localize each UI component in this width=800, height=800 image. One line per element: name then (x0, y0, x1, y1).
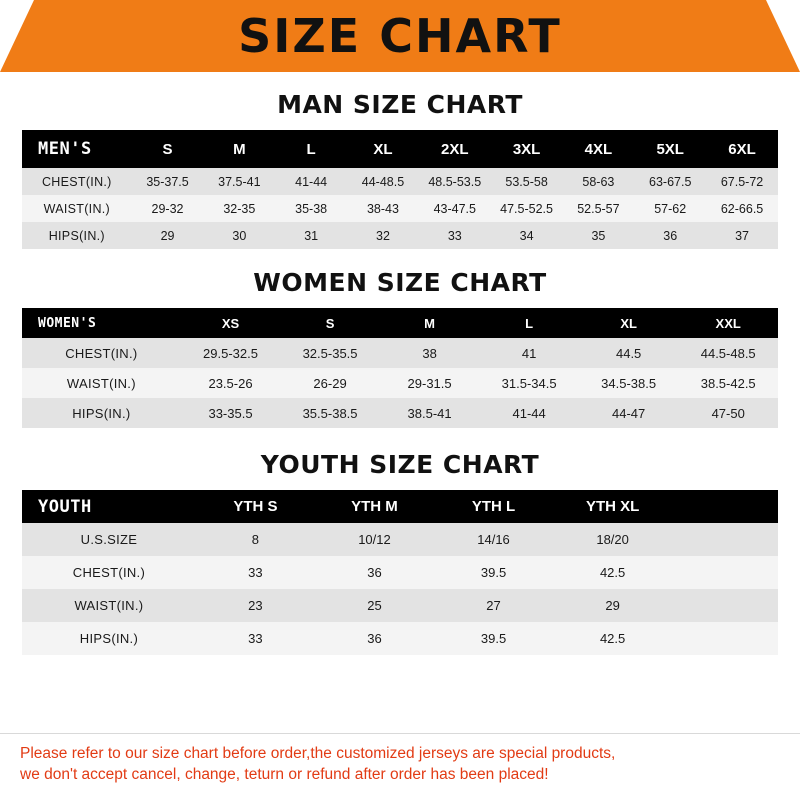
man-waist-m: 32-35 (203, 195, 275, 222)
footer-line-2: we don't accept cancel, change, teturn or refund after order has been placed! (20, 766, 549, 784)
man-hips-2xl: 33 (419, 222, 491, 249)
man-hips-xl: 32 (347, 222, 419, 249)
youth-chest-l: 39.5 (434, 556, 553, 589)
man-header-size-5xl: 5XL (634, 130, 706, 168)
youth-chest-s: 33 (196, 556, 315, 589)
man-hips-m: 30 (203, 222, 275, 249)
man-chest-l: 41-44 (275, 168, 347, 195)
man-header-size-l: L (275, 130, 347, 168)
women-header-size-s: S (280, 308, 380, 338)
table-row (22, 168, 778, 195)
table-row (22, 195, 778, 222)
man-hips-l: 31 (275, 222, 347, 249)
women-chest-xl: 44.5 (579, 338, 679, 368)
women-waist-s: 26-29 (280, 368, 380, 398)
man-waist-l: 35-38 (275, 195, 347, 222)
youth-header-size-l: YTH L (434, 490, 553, 523)
youth-chest-m: 36 (315, 556, 434, 589)
youth-row-label-chest: CHEST(IN.) (22, 556, 196, 589)
man-waist-5xl: 57-62 (634, 195, 706, 222)
youth-hips-m: 36 (315, 622, 434, 655)
women-hips-xs: 33-35.5 (181, 398, 281, 428)
table-header-row (22, 490, 778, 523)
youth-section-title: YOUTH SIZE CHART (260, 450, 540, 479)
youth-row-spacer (672, 589, 778, 622)
youth-ussize-s: 8 (196, 523, 315, 556)
man-chest-5xl: 63-67.5 (634, 168, 706, 195)
table-row (22, 222, 778, 249)
table-header-row (22, 130, 778, 168)
youth-row-label-ussize: U.S.SIZE (22, 523, 196, 556)
youth-chest-xl: 42.5 (553, 556, 672, 589)
man-size-table (22, 130, 778, 249)
women-table-body (22, 338, 778, 428)
women-hips-xxl: 47-50 (678, 398, 778, 428)
women-waist-xs: 23.5-26 (181, 368, 281, 398)
women-header-size-xl: XL (579, 308, 679, 338)
man-header-size-4xl: 4XL (562, 130, 634, 168)
youth-hips-s: 33 (196, 622, 315, 655)
man-chest-m: 37.5-41 (203, 168, 275, 195)
man-chest-xl: 44-48.5 (347, 168, 419, 195)
youth-waist-m: 25 (315, 589, 434, 622)
man-row-label-waist: WAIST(IN.) (22, 195, 132, 222)
youth-ussize-m: 10/12 (315, 523, 434, 556)
youth-header-size-xl: YTH XL (553, 490, 672, 523)
table-row (22, 398, 778, 428)
table-row (22, 368, 778, 398)
youth-waist-l: 27 (434, 589, 553, 622)
women-hips-l: 41-44 (479, 398, 579, 428)
women-chest-m: 38 (380, 338, 480, 368)
women-chest-l: 41 (479, 338, 579, 368)
man-header-size-s: S (132, 130, 204, 168)
youth-hips-l: 39.5 (434, 622, 553, 655)
youth-waist-s: 23 (196, 589, 315, 622)
man-waist-6xl: 62-66.5 (706, 195, 778, 222)
youth-header-spacer (672, 490, 778, 523)
man-hips-5xl: 36 (634, 222, 706, 249)
youth-row-spacer (672, 622, 778, 655)
youth-header-label: YOUTH (22, 490, 196, 523)
women-header-size-l: L (479, 308, 579, 338)
women-header-size-xxl: XXL (678, 308, 778, 338)
youth-header-size-s: YTH S (196, 490, 315, 523)
man-header-size-m: M (203, 130, 275, 168)
man-chest-2xl: 48.5-53.5 (419, 168, 491, 195)
man-waist-3xl: 47.5-52.5 (491, 195, 563, 222)
youth-size-table (22, 490, 778, 655)
women-waist-m: 29-31.5 (380, 368, 480, 398)
youth-table-header (22, 490, 778, 523)
table-row (22, 589, 778, 622)
women-hips-s: 35.5-38.5 (280, 398, 380, 428)
youth-table-body (22, 523, 778, 655)
man-hips-3xl: 34 (491, 222, 563, 249)
man-waist-s: 29-32 (132, 195, 204, 222)
table-row (22, 523, 778, 556)
man-hips-6xl: 37 (706, 222, 778, 249)
man-table-header (22, 130, 778, 168)
women-hips-m: 38.5-41 (380, 398, 480, 428)
youth-waist-xl: 29 (553, 589, 672, 622)
man-header-size-3xl: 3XL (491, 130, 563, 168)
women-waist-xl: 34.5-38.5 (579, 368, 679, 398)
women-waist-l: 31.5-34.5 (479, 368, 579, 398)
footer-note (0, 733, 800, 800)
women-header-label: WOMEN'S (22, 308, 181, 338)
women-row-label-waist: WAIST(IN.) (22, 368, 181, 398)
women-chest-xxl: 44.5-48.5 (678, 338, 778, 368)
youth-ussize-xl: 18/20 (553, 523, 672, 556)
table-row (22, 338, 778, 368)
man-chest-3xl: 53.5-58 (491, 168, 563, 195)
man-waist-4xl: 52.5-57 (562, 195, 634, 222)
youth-ussize-l: 14/16 (434, 523, 553, 556)
table-row (22, 622, 778, 655)
table-header-row (22, 308, 778, 338)
women-chest-s: 32.5-35.5 (280, 338, 380, 368)
women-table-header (22, 308, 778, 338)
man-hips-4xl: 35 (562, 222, 634, 249)
women-header-size-xs: XS (181, 308, 281, 338)
women-header-size-m: M (380, 308, 480, 338)
youth-header-size-m: YTH M (315, 490, 434, 523)
man-header-label: MEN'S (22, 130, 132, 168)
man-row-label-hips: HIPS(IN.) (22, 222, 132, 249)
header-banner (0, 0, 800, 72)
women-row-label-hips: HIPS(IN.) (22, 398, 181, 428)
man-waist-2xl: 43-47.5 (419, 195, 491, 222)
women-chest-xs: 29.5-32.5 (181, 338, 281, 368)
youth-row-spacer (672, 523, 778, 556)
table-row (22, 556, 778, 589)
women-section-title: WOMEN SIZE CHART (253, 268, 547, 297)
footer-line-1: Please refer to our size chart before order,the customized jerseys are special products, (20, 745, 616, 763)
man-header-size-xl: XL (347, 130, 419, 168)
man-row-label-chest: CHEST(IN.) (22, 168, 132, 195)
man-header-size-2xl: 2XL (419, 130, 491, 168)
man-chest-6xl: 67.5-72 (706, 168, 778, 195)
man-table-body (22, 168, 778, 249)
man-chest-4xl: 58-63 (562, 168, 634, 195)
page-title: SIZE CHART (238, 9, 562, 63)
youth-row-label-hips: HIPS(IN.) (22, 622, 196, 655)
youth-hips-xl: 42.5 (553, 622, 672, 655)
man-waist-xl: 38-43 (347, 195, 419, 222)
man-hips-s: 29 (132, 222, 204, 249)
youth-row-spacer (672, 556, 778, 589)
man-header-size-6xl: 6XL (706, 130, 778, 168)
women-hips-xl: 44-47 (579, 398, 679, 428)
youth-row-label-waist: WAIST(IN.) (22, 589, 196, 622)
man-chest-s: 35-37.5 (132, 168, 204, 195)
women-waist-xxl: 38.5-42.5 (678, 368, 778, 398)
women-row-label-chest: CHEST(IN.) (22, 338, 181, 368)
chart-content (0, 72, 800, 733)
man-section-title: MAN SIZE CHART (277, 90, 523, 119)
women-size-table (22, 308, 778, 428)
